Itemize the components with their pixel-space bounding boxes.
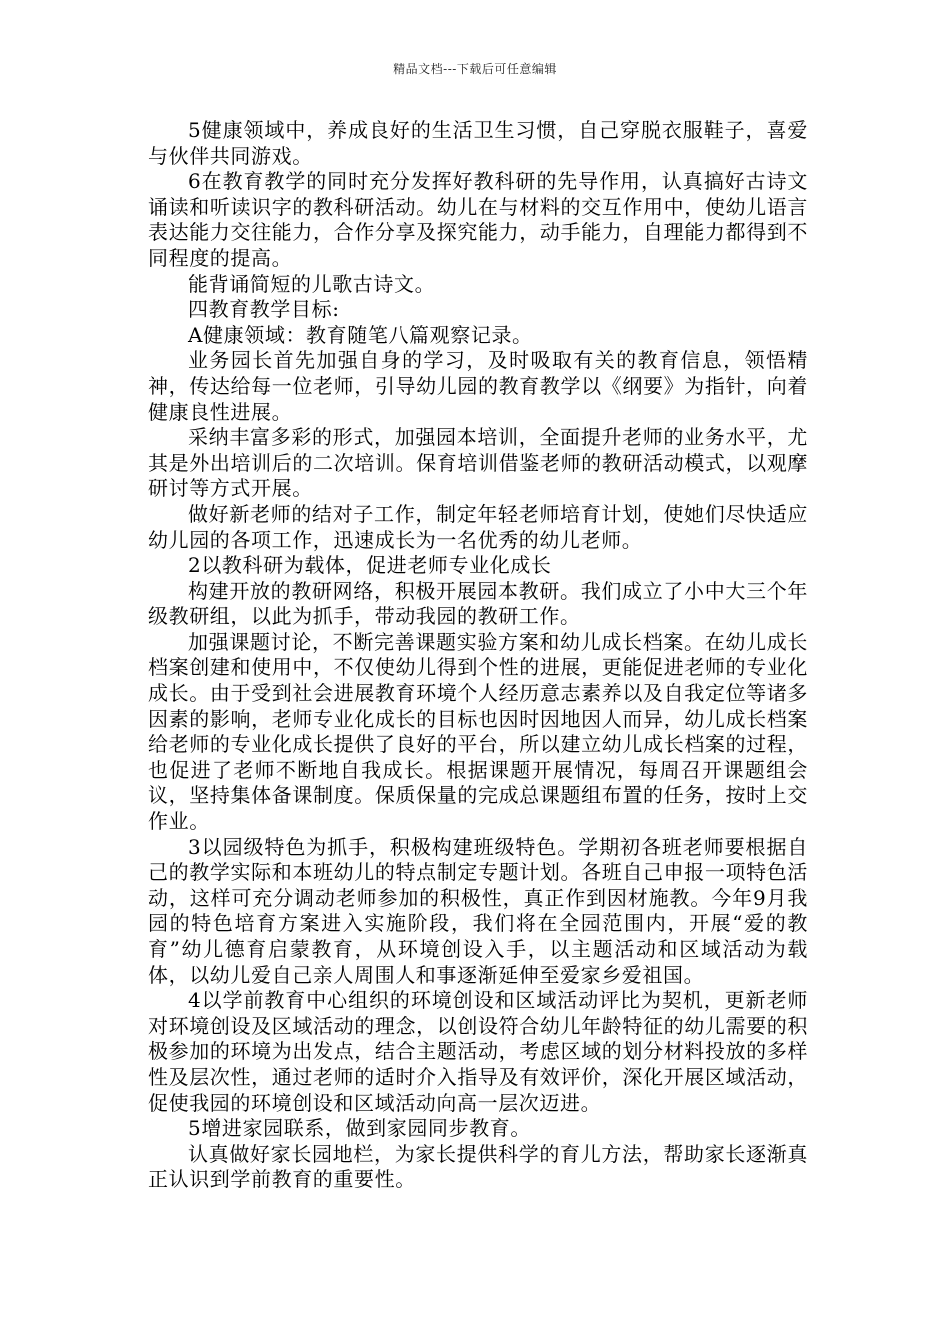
paragraph-health-notes: A健康领域：教育随笔八篇观察记录。 <box>188 322 533 347</box>
page-header: 精品文档---下载后可任意编辑 <box>393 62 557 76</box>
paragraph-research-network: 构建开放的教研网络，积极开展园本教研。我们成立了小中大三个年级教研组，以此为抓手，带动我园的教研工作。 <box>148 578 808 629</box>
paragraph-heading-research-carrier: 2以教科研为载体，促进老师专业化成长 <box>188 553 552 578</box>
paragraph-home-school-link: 5增进家园联系，做到家园同步教育。 <box>188 1116 531 1141</box>
paragraph-health-domain: 5健康领域中，养成良好的生活卫生习惯，自己穿脱衣服鞋子，喜爱与伙伴共同游戏。 <box>148 118 808 168</box>
paragraph-parent-board: 认真做好家长园地栏，为家长提供科学的育儿方法，帮助家长逐渐真正认识到学前教育的重要性。 <box>148 1141 808 1192</box>
paragraph-growth-archive: 加强课题讨论，不断完善课题实验方案和幼儿成长档案。在幼儿成长档案创建和使用中，不仅使幼儿得到个性的进展，更能促进老师的专业化成长。由于受到社会进展教育环境个人经历意志素养以及自我定位等诸多因素的影响，老师专业化成长的目标也因时因地因人而异，幼儿成长档案给老师的专业化成长提供了良好的平台，所以建立幼儿成长档案的过程，也促进了老师不断地自我成长。根据课题开展情况，每周召开课题组会议，坚持集体备课制度。保质保量的完成总课题组布置的任务，按时上交作业。 <box>148 629 808 834</box>
paragraph-research-lead: 6在教育教学的同时充分发挥好教科研的先导作用，认真搞好古诗文诵读和听读识字的教科研活动。幼儿在与材料的交互作用中，使幼儿语言表达能力交往能力，合作分享及探究能力，动手能力，自理能力都得到不同程度的提高。 <box>148 169 808 270</box>
paragraph-training: 采纳丰富多彩的形式，加强园本培训，全面提升老师的业务水平，尤其是外出培训后的二次培训。保育培训借鉴老师的教研活动模式，以观摩研讨等方式开展。 <box>148 425 808 501</box>
document-body <box>148 118 808 1193</box>
paragraph-class-features: 3以园级特色为抓手，积极构建班级特色。学期初各班老师要根据自己的教学实际和本班幼儿的特点制定专题计划。各班自己申报一项特色活动，这样可充分调动老师参加的积极性，真正作到因材施教。今年9月我园的特色培育方案进入实施阶段，我们将在全园范围内，开展“爱的教育”幼儿德育启蒙教育，从环境创设入手，以主题活动和区域活动为载体，以幼儿爱自己亲人周围人和事逐渐延伸至爱家乡爱祖国。 <box>148 834 808 987</box>
paragraph-director-study: 业务园长首先加强自身的学习，及时吸取有关的教育信息，领悟精神，传达给每一位老师，引导幼儿园的教育教学以《纲要》为指针，向着健康良性进展。 <box>148 348 808 424</box>
paragraph-environment-areas: 4以学前教育中心组织的环境创设和区域活动评比为契机，更新老师对环境创设及区域活动的理念，以创设符合幼儿年龄特征的幼儿需要的积极参加的环境为出发点，结合主题活动，考虑区域的划分材料投放的多样性及层次性，通过老师的适时介入指导及有效评价，深化开展区域活动，促使我园的环境创设和区域活动向高一层次迈进。 <box>148 988 808 1115</box>
paragraph-recite-poems: 能背诵简短的儿歌古诗文。 <box>188 271 436 296</box>
paragraph-mentoring: 做好新老师的结对子工作，制定年轻老师培育计划，使她们尽快适应幼儿园的各项工作，迅速成长为一名优秀的幼儿老师。 <box>148 501 808 552</box>
paragraph-section-heading: 四教育教学目标: <box>188 297 340 322</box>
